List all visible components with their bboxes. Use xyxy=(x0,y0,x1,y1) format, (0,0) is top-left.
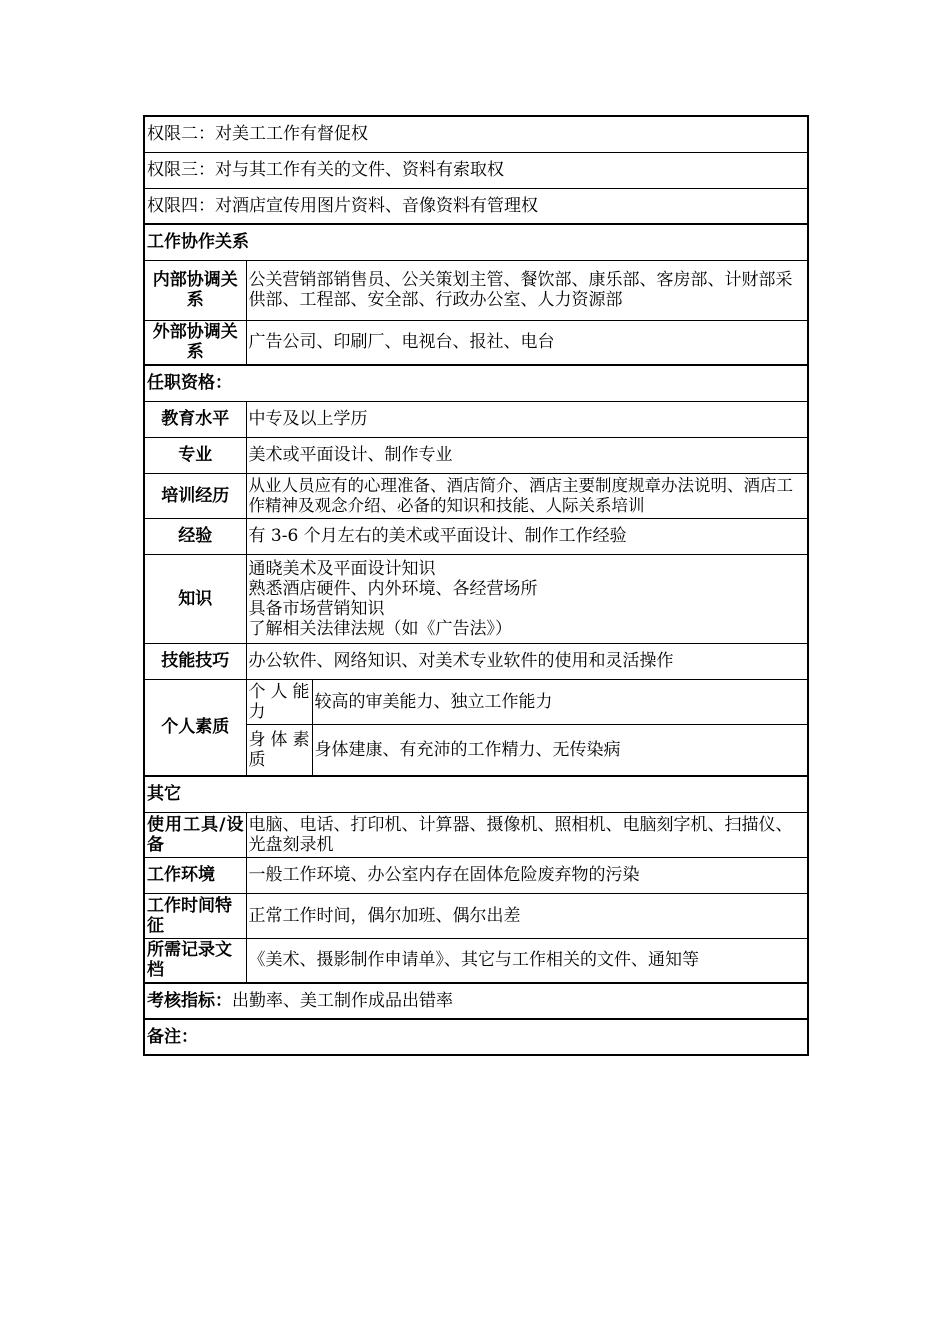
time-value: 正常工作时间，偶尔加班、偶尔出差 xyxy=(246,893,808,938)
skills-value: 办公软件、网络知识、对美术专业软件的使用和灵活操作 xyxy=(246,643,808,679)
major-row xyxy=(144,437,808,473)
ability-label: 个人能力 xyxy=(246,679,312,724)
experience-label: 经验 xyxy=(144,518,246,554)
education-label: 教育水平 xyxy=(144,401,246,437)
remarks-row xyxy=(144,1019,808,1055)
skills-label: 技能技巧 xyxy=(144,643,246,679)
physical-label: 身体素质 xyxy=(246,724,312,776)
assessment-label: 考核指标： xyxy=(147,991,232,1011)
knowledge-item: 了解相关法律法规（如《广告法》） xyxy=(248,618,512,639)
tools-label: 使用工具/设备 xyxy=(144,812,246,857)
tools-value: 电脑、电话、打印机、计算器、摄像机、照相机、电脑刻字机、扫描仪、光盘刻录机 xyxy=(246,812,808,857)
knowledge-label: 知识 xyxy=(144,554,246,643)
authority-3: 权限三：对与其工作有关的文件、资料有索取权 xyxy=(144,152,808,188)
section-row xyxy=(144,224,808,260)
qualification-heading: 任职资格： xyxy=(144,365,808,401)
training-value: 从业人员应有的心理准备、酒店简介、酒店主要制度规章办法说明、酒店工作精神及观念介绍、必备的知识和技能、人际关系培训 xyxy=(246,473,808,518)
external-row xyxy=(144,320,808,365)
personal-label: 个人素质 xyxy=(144,679,246,776)
ability-row xyxy=(144,679,808,724)
section-row xyxy=(144,365,808,401)
section-row xyxy=(144,776,808,812)
knowledge-row xyxy=(144,554,808,643)
remarks-label: 备注： xyxy=(144,1019,808,1055)
authority-row xyxy=(144,152,808,188)
internal-label: 内部协调关系 xyxy=(144,260,246,320)
training-row xyxy=(144,473,808,518)
knowledge-list xyxy=(246,554,808,643)
env-value: 一般工作环境、办公室内存在固体危险废弃物的污染 xyxy=(246,857,808,893)
knowledge-item: 通晓美术及平面设计知识 xyxy=(248,558,436,579)
training-label: 培训经历 xyxy=(144,473,246,518)
authority-2: 权限二：对美工工作有督促权 xyxy=(144,116,808,152)
time-label: 工作时间特征 xyxy=(144,893,246,938)
docs-label: 所需记录文档 xyxy=(144,938,246,983)
knowledge-item: 熟悉酒店硬件、内外环境、各经营场所 xyxy=(248,578,538,599)
env-row xyxy=(144,857,808,893)
docs-row xyxy=(144,938,808,983)
education-row xyxy=(144,401,808,437)
experience-value: 有 3-6 个月左右的美术或平面设计、制作工作经验 xyxy=(246,518,808,554)
other-heading: 其它 xyxy=(144,776,808,812)
internal-value: 公关营销部销售员、公关策划主管、餐饮部、康乐部、客房部、计财部采供部、工程部、安全部、行政办公室、人力资源部 xyxy=(246,260,808,320)
major-value: 美术或平面设计、制作专业 xyxy=(246,437,808,473)
major-label: 专业 xyxy=(144,437,246,473)
authority-row xyxy=(144,188,808,224)
assessment-row xyxy=(144,983,808,1019)
experience-row xyxy=(144,518,808,554)
skills-row xyxy=(144,643,808,679)
job-description-table xyxy=(143,115,807,1056)
physical-value: 身体建康、有充沛的工作精力、无传染病 xyxy=(312,724,808,776)
external-value: 广告公司、印刷厂、电视台、报社、电台 xyxy=(246,320,808,365)
assessment-cell xyxy=(144,983,808,1019)
docs-value: 《美术、摄影制作申请单》、其它与工作相关的文件、通知等 xyxy=(246,938,808,983)
env-label: 工作环境 xyxy=(144,857,246,893)
external-label: 外部协调关系 xyxy=(144,320,246,365)
internal-row xyxy=(144,260,808,320)
knowledge-item: 具备市场营销知识 xyxy=(248,598,385,619)
education-value: 中专及以上学历 xyxy=(246,401,808,437)
authority-row xyxy=(144,116,808,152)
ability-value: 较高的审美能力、独立工作能力 xyxy=(312,679,808,724)
time-row xyxy=(144,893,808,938)
assessment-value: 出勤率、美工制作成品出错率 xyxy=(232,991,453,1011)
cooperation-heading: 工作协作关系 xyxy=(144,224,808,260)
authority-4: 权限四：对酒店宣传用图片资料、音像资料有管理权 xyxy=(144,188,808,224)
tools-row xyxy=(144,812,808,857)
